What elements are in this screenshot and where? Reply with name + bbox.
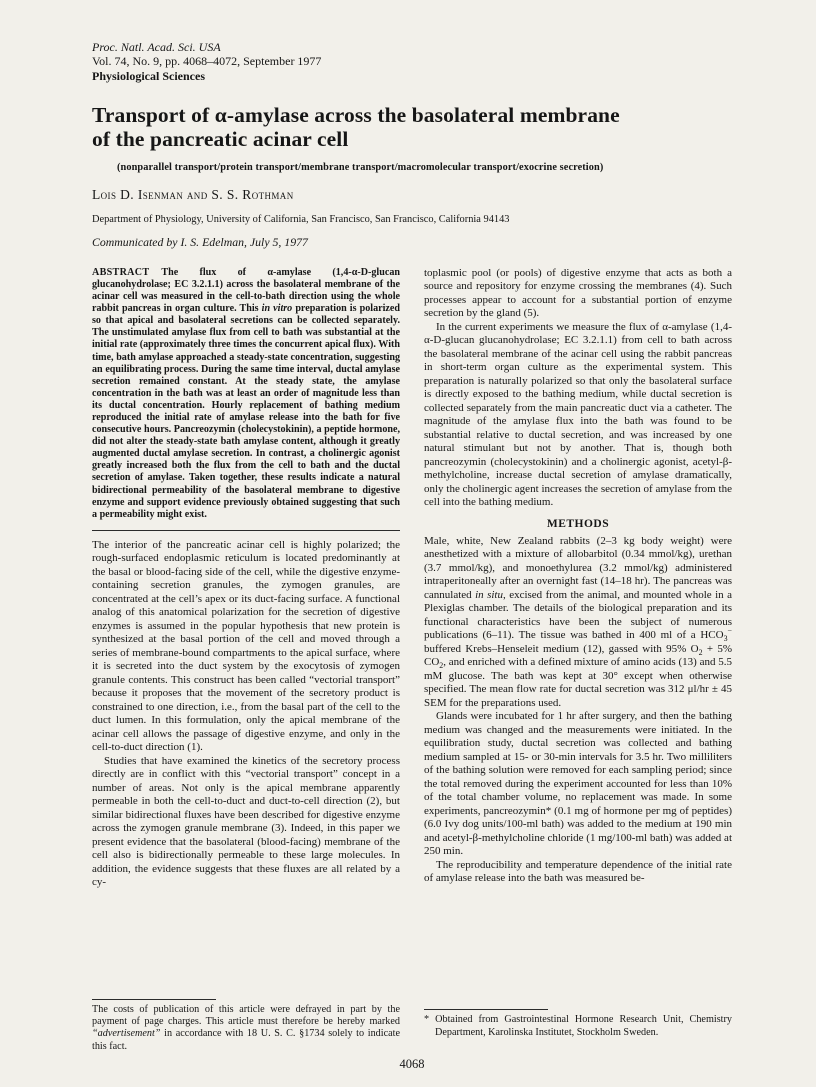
footnote-rule — [424, 1009, 548, 1010]
article-title-line1: Transport of α-amylase across the basolateral membrane — [92, 102, 620, 127]
hormone-source-text: Obtained from Gastrointestinal Hormone Research Unit, Chemistry Department, Karolinska Institutet, Stockholm Sweden. — [435, 1014, 732, 1038]
methods-paragraph-2: Glands were incubated for 1 hr after surgery, and then the bathing medium was changed and the measurements were initiated. In the equilibration study, ductal secretion was collected and bathing medium sampled at 15- or 30-min intervals for 3.5 hr. Two milliliters of the bathing solution were removed for each sampling period; since the total removed during the experiment accounted for less than 10% of the total chamber volume, no replacement was made. In some experiments, pancreozymin* (0.1 mg of hormone per mg of peptides) (6.0 Ivy dog units/100-ml bath) was added to the medium at 190 min and acetyl-β-methylcholine chloride (1 mg/100-ml bath) was added at 250 min. — [424, 710, 732, 858]
methods-paragraph-1: Male, white, New Zealand rabbits (2–3 kg body weight) were anesthetized with a mixture of allobarbitol (0.34 mmol/kg), urethan (3.7 mmol/kg), and monoethylurea (3.2 mmol/kg) administered intraperitoneally after an overnight fast (14–18 hr). The pancreas was cannulated in situ, excised from the animal, and mounted whole in a Plexiglas chamber. The details of the biological preparation and its functional characteristics have been the subject of numerous publications (6–11). The tissue was bathed in 400 ml of a $HCO_3^-$ buffered Krebs–Henseleit medium (12), gassed with 95% $O_2 + 5\%$ $CO_2$, and enriched with a defined mixture of amino acids (13) and 5.5 mM glucose. The bath was kept at 30° except when otherwise specified. The mean flow rate for ductal secretion was 312 μl/hr ± 45 SEM for the preparations used. — [424, 534, 732, 709]
hormone-source-footnote — [424, 1009, 732, 1038]
journal-issue: Vol. 74, No. 9, pp. 4068–4072, September 1977 — [92, 54, 322, 69]
page-number: 4068 — [399, 1056, 425, 1071]
keywords-line: (nonparallel transport/protein transport/membrane transport/macromolecular transport/exocrine secretion) — [117, 161, 604, 173]
continuation-paragraph: toplasmic pool (or pools) of digestive enzyme that acts as both a source and repository for enzyme crossing the membranes (4). Such processes appear to account for a substantial portion of enzyme secretion by the gland (5). — [424, 266, 732, 320]
publication-charges-footnote — [92, 999, 400, 1053]
publication-charges-footnote-text: The costs of publication of this article were defrayed in part by the payment of page charges. This article must therefore be hereby marked “advertisement” in accordance with 18 U. S. C. §1734 solely to indicate this fact. — [92, 1004, 400, 1052]
intro-paragraph-2: Studies that have examined the kinetics of the secretory process directly are in conflict with this “vectorial transport” concept in a number of areas. Not only is the apical membrane apparently permeable in both the cell-to-duct and duct-to-cell direction (2), but similar bidirectional fluxes have been described for digestive enzyme across the zymogen granule membrane (3). Indeed, in this paper we present evidence that the basolateral (blood-facing) membrane of the cell also is bidirectionally permeable to these large molecules. In addition, the evidence suggests that these fluxes are all related by a cy- — [92, 754, 400, 889]
abstract-label: ABSTRACT — [92, 266, 150, 278]
abstract-paragraph — [92, 267, 400, 521]
communicated-line: Communicated by I. S. Edelman, July 5, 1977 — [92, 234, 308, 249]
methods-paragraph-3: The reproducibility and temperature dependence of the initial rate of amylase release into the bath was measured be- — [424, 858, 732, 885]
affiliation-line: Department of Physiology, University of California, San Francisco, San Francisco, California 94143 — [92, 213, 510, 225]
two-column-body — [92, 267, 732, 1053]
journal-header — [92, 40, 732, 83]
methods-heading: METHODS — [546, 517, 610, 530]
asterisk-marker: * — [424, 1014, 430, 1026]
footnote-rule — [92, 999, 216, 1000]
left-column — [92, 267, 400, 1053]
hormone-source-footnote-text — [424, 1014, 732, 1038]
page-content — [92, 40, 732, 1072]
article-title — [92, 103, 732, 152]
current-experiments-paragraph: In the current experiments we measure the flux of α-amylase (1,4-α-D-glucan glucanohydrolase; EC 3.2.1.1) from cell to bath across the basolateral membrane of the acinar cell using the rabbit pancreas in short-term organ culture as the experimental system. This preparation is naturally polarized so that only the basolateral surface is directly exposed to the bathing medium, while ductal secretion is collected separately from the main pancreatic duct via a catheter. The magnitude of the amylase flux into the bath was found to be substantial relative to ductal secretion, and was increased by one natural stimulant but not by another. That is, though both pancreozymin (cholecystokinin) and a cholinergic agonist, acetyl-β-methylcholine, increase ductal secretion of amylase dramatically, only the cholinergic agent increases the secretion of amylase from the cell into the bathing medium. — [424, 320, 732, 509]
article-title-line2: of the pancreatic acinar cell — [92, 127, 349, 152]
journal-section: Physiological Sciences — [92, 68, 205, 83]
abstract-text: The flux of α-amylase (1,4-α-D-glucan glucanohydrolase; EC 3.2.1.1) across the basolateral membrane of the acinar cell was measured in the cell-to-bath direction using the whole rabbit pancreas in organ culture. This in vitro preparation is polarized so that apical and basolateral secretions can be collected separately. The unstimulated amylase flux from cell to bath was substantial at the initial rate (approximately three times the concurrent apical flux). With time, bath amylase approached a steady-state concentration, suggesting an equilibrating process. During the same time interval, ductal amylase secretion remained constant. At the steady state, the amylase concentration in the bath was at least an order of magnitude less than its ductal concentration. Hourly replacement of bathing medium reproduced the initial rate of amylase release into the bath for five consecutive hours. Pancreozymin (cholecystokinin), a peptide hormone, did not alter the steady-state bath amylase content, although it greatly augmented ductal amylase secretion. In contrast, a cholinergic agonist greatly increased both the flux from the cell to bath and the ductal secretion of amylase. Taken together, these results indicate a natural bidirectional permeability of the basolateral membrane to digestive enzyme and support evidence previously obtained suggesting that such a permeability might exist. — [92, 266, 400, 520]
journal-name: Proc. Natl. Acad. Sci. USA — [92, 40, 221, 54]
authors-line: Lois D. Isenman and S. S. Rothman — [92, 186, 294, 202]
abstract-divider-rule — [92, 530, 400, 531]
right-column — [424, 267, 732, 1053]
intro-paragraph-1: The interior of the pancreatic acinar cell is highly polarized; the rough-surfaced endoplasmic reticulum is located predominantly at the basal or blood-facing side of the cell, while the digestive enzyme-containing secretion granules, the zymogen granules, are concentrated at the cell’s apex or its duct-facing surface. A functional analog of this anatomical polarization for the secretion of digestive enzymes is assumed in the popular hypothesis that new protein is synthesized at the basal portion of the cell and moved through a series of membrane-bound compartments to the apical surface, where it is secreted into the duct system by the exocytosis of zymogen granule contents. This construct has been called “vectorial transport” because it proposes that the movement of the secretory product is constrained to one direction, i.e., from the basal part of the cell to the duct lumen. In this formulation, only the apical membrane of the acinar cell allows the passage of digestive enzyme, and only in the cell-to-duct direction (1). — [92, 538, 400, 754]
